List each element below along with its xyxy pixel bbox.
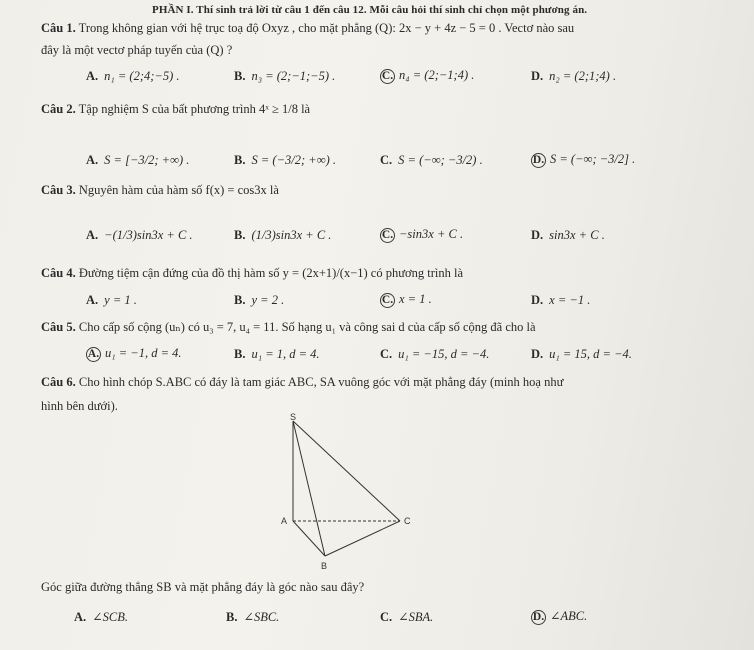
selected-answer-mark: A. (87, 348, 100, 360)
q5-option-a[interactable]: A. u₁ = −1, d = 4. (87, 346, 182, 360)
question-1-stem-line2: đây là một vectơ pháp tuyến của (Q) ? (41, 43, 233, 57)
q2-option-b[interactable]: B. S = (−3/2; +∞) . (234, 153, 337, 167)
vertex-label-a: A (281, 516, 288, 526)
selected-answer-mark: C. (381, 70, 394, 82)
q6-option-d[interactable]: D. ∠ABC. (532, 609, 588, 623)
q1-option-b[interactable]: B. n₃ = (2;−1;−5) . (234, 69, 336, 83)
q5-option-d[interactable]: D. u₁ = 15, d = −4. (531, 347, 632, 361)
selected-answer-mark: C. (381, 229, 394, 241)
question-5-label: Câu 5. (41, 320, 76, 334)
q6-option-a[interactable]: A. ∠SCB. (74, 610, 128, 624)
q4-option-a[interactable]: A. y = 1 . (86, 293, 137, 307)
q5-option-b[interactable]: B. u₁ = 1, d = 4. (234, 347, 320, 361)
section-header: PHẦN I. Thí sinh trả lời từ câu 1 đến câu 12. Mỗi câu hỏi thí sinh chỉ chọn một phương án. (152, 4, 588, 16)
selected-answer-mark: C. (381, 294, 394, 306)
q4-option-d[interactable]: D. x = −1 . (531, 293, 591, 307)
q3-option-a[interactable]: A. −(1/3)sin3x + C . (86, 228, 193, 242)
question-1-label: Câu 1. (41, 21, 76, 35)
question-4-label: Câu 4. (41, 266, 76, 280)
question-2-text: Tập nghiệm S của bất phương trình 4ˣ ≥ 1/8 là (78, 102, 311, 116)
question-5-text: Cho cấp số cộng (uₙ) có u₃ = 7, u₄ = 11. Số hạng u₁ và công sai d của cấp số cộng đã cho là (78, 320, 536, 334)
question-3-stem (41, 182, 279, 198)
question-1-stem (41, 20, 574, 36)
edge-sc (293, 421, 400, 521)
edge-bc (325, 521, 400, 556)
q1-option-d[interactable]: D. n₂ = (2;1;4) . (531, 69, 617, 83)
q6-option-b[interactable]: B. ∠SBC. (226, 610, 280, 624)
question-5-stem (41, 319, 536, 335)
question-6-label: Câu 6. (41, 375, 76, 389)
q4-option-c[interactable]: C. x = 1 . (381, 292, 432, 306)
question-1-text: Trong không gian với hệ trục toạ độ Oxyz , cho mặt phẳng (Q): 2x − y + 4z − 5 = 0 . Vectơ nào sau (78, 21, 575, 35)
q2-option-d[interactable]: D. S = (−∞; −3/2] . (532, 152, 636, 166)
q2-option-a[interactable]: A. S = [−3/2; +∞) . (86, 153, 190, 167)
q2-option-c[interactable]: C. S = (−∞; −3/2) . (380, 153, 483, 167)
q1-option-a[interactable]: A. n₁ = (2;4;−5) . (86, 69, 180, 83)
selected-answer-mark: D. (532, 611, 545, 623)
q4-option-b[interactable]: B. y = 2 . (234, 293, 285, 307)
question-2-label: Câu 2. (41, 102, 76, 116)
edge-sb (293, 421, 325, 556)
question-3-label: Câu 3. (41, 183, 76, 197)
q5-option-c[interactable]: C. u₁ = −15, d = −4. (380, 347, 490, 361)
vertex-label-s: S (290, 412, 297, 422)
q3-option-b[interactable]: B. (1/3)sin3x + C . (234, 228, 332, 242)
edge-ab (293, 521, 325, 556)
selected-answer-mark: D. (532, 154, 545, 166)
question-6-text: Cho hình chóp S.ABC có đáy là tam giác ABC, SA vuông góc với mặt phẳng đáy (minh hoạ như (78, 375, 564, 389)
vertex-label-c: C (404, 516, 411, 526)
question-2-stem (41, 101, 310, 117)
q3-option-c[interactable]: C. −sin3x + C . (381, 227, 464, 241)
question-4-stem (41, 265, 463, 281)
q6-option-c[interactable]: C. ∠SBA. (380, 610, 434, 624)
question-6-prompt: Góc giữa đường thẳng SB và mặt phẳng đáy là góc nào sau đây? (41, 580, 365, 594)
question-6-stem-line2: hình bên dưới). (41, 399, 118, 413)
q3-option-d[interactable]: D. sin3x + C . (531, 228, 605, 242)
question-3-text: Nguyên hàm của hàm số f(x) = cos3x là (78, 183, 279, 197)
pyramid-figure (270, 412, 430, 578)
question-4-text: Đường tiệm cận đứng của đồ thị hàm số y = (2x+1)/(x−1) có phương trình là (78, 266, 463, 280)
vertex-label-b: B (321, 561, 328, 571)
question-6-stem (41, 374, 563, 390)
q1-option-c[interactable]: C. n₄ = (2;−1;4) . (381, 68, 475, 82)
